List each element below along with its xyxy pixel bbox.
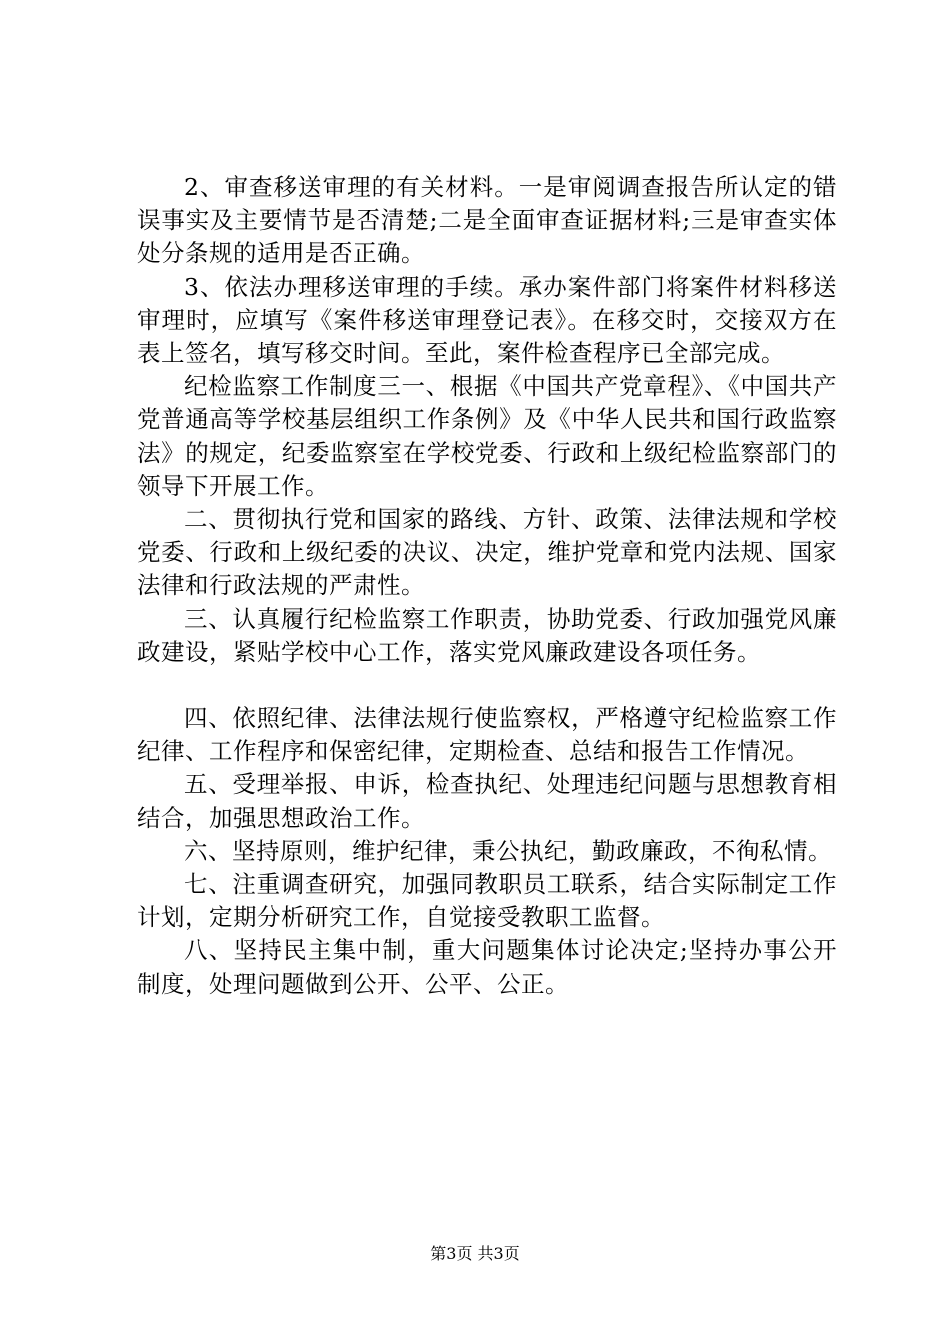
paragraph-item-5: 五、受理举报、申诉，检查执纪、处理违纪问题与思想教育相结合，加强思想政治工作。 (137, 770, 837, 832)
paragraph-transfer-procedure: 3、依法办理移送审理的手续。承办案件部门将案件材料移送审理时，应填写《案件移送审理登记表》。在移交时，交接双方在表上签名，填写移交时间。至此，案件检查程序已全部完成。 (137, 272, 837, 368)
paragraph-item-7: 七、注重调查研究，加强同教职员工联系，结合实际制定工作计划，定期分析研究工作，自觉接受教职工监督。 (137, 870, 837, 932)
paragraph-item-4: 四、依照纪律、法律法规行使监察权，严格遵守纪检监察工作纪律、工作程序和保密纪律，定期检查、总结和报告工作情况。 (137, 704, 837, 766)
page-number-footer: 第3页 共3页 (430, 1244, 520, 1263)
paragraph-review-materials: 2、审查移送审理的有关材料。一是审阅调查报告所认定的错误事实及主要情节是否清楚;二是全面审查证据材料;三是审查实体处分条规的适用是否正确。 (137, 173, 837, 268)
paragraph-item-8: 八、坚持民主集中制，重大问题集体讨论决定;坚持办事公开制度，处理问题做到公开、公平、公正。 (137, 936, 837, 998)
document-body (137, 171, 837, 1001)
paragraph-item-2: 二、贯彻执行党和国家的路线、方针、政策、法律法规和学校党委、行政和上级纪委的决议、决定，维护党章和党内法规、国家法律和行政法规的严肃性。 (137, 505, 837, 600)
paragraph-item-3: 三、认真履行纪检监察工作职责，协助党委、行政加强党风廉政建设，紧贴学校中心工作，落实党风廉政建设各项任务。 (137, 604, 837, 666)
paragraph-item-6: 六、坚持原则，维护纪律，秉公执纪，勤政廉政，不徇私情。 (184, 836, 832, 865)
paragraph-system-intro: 纪检监察工作制度三一、根据《中国共产党章程》、《中国共产党普通高等学校基层组织工作条例》及《中华人民共和国行政监察法》的规定，纪委监察室在学校党委、行政和上级纪检监察部门的领导下开展工作。 (137, 372, 837, 500)
